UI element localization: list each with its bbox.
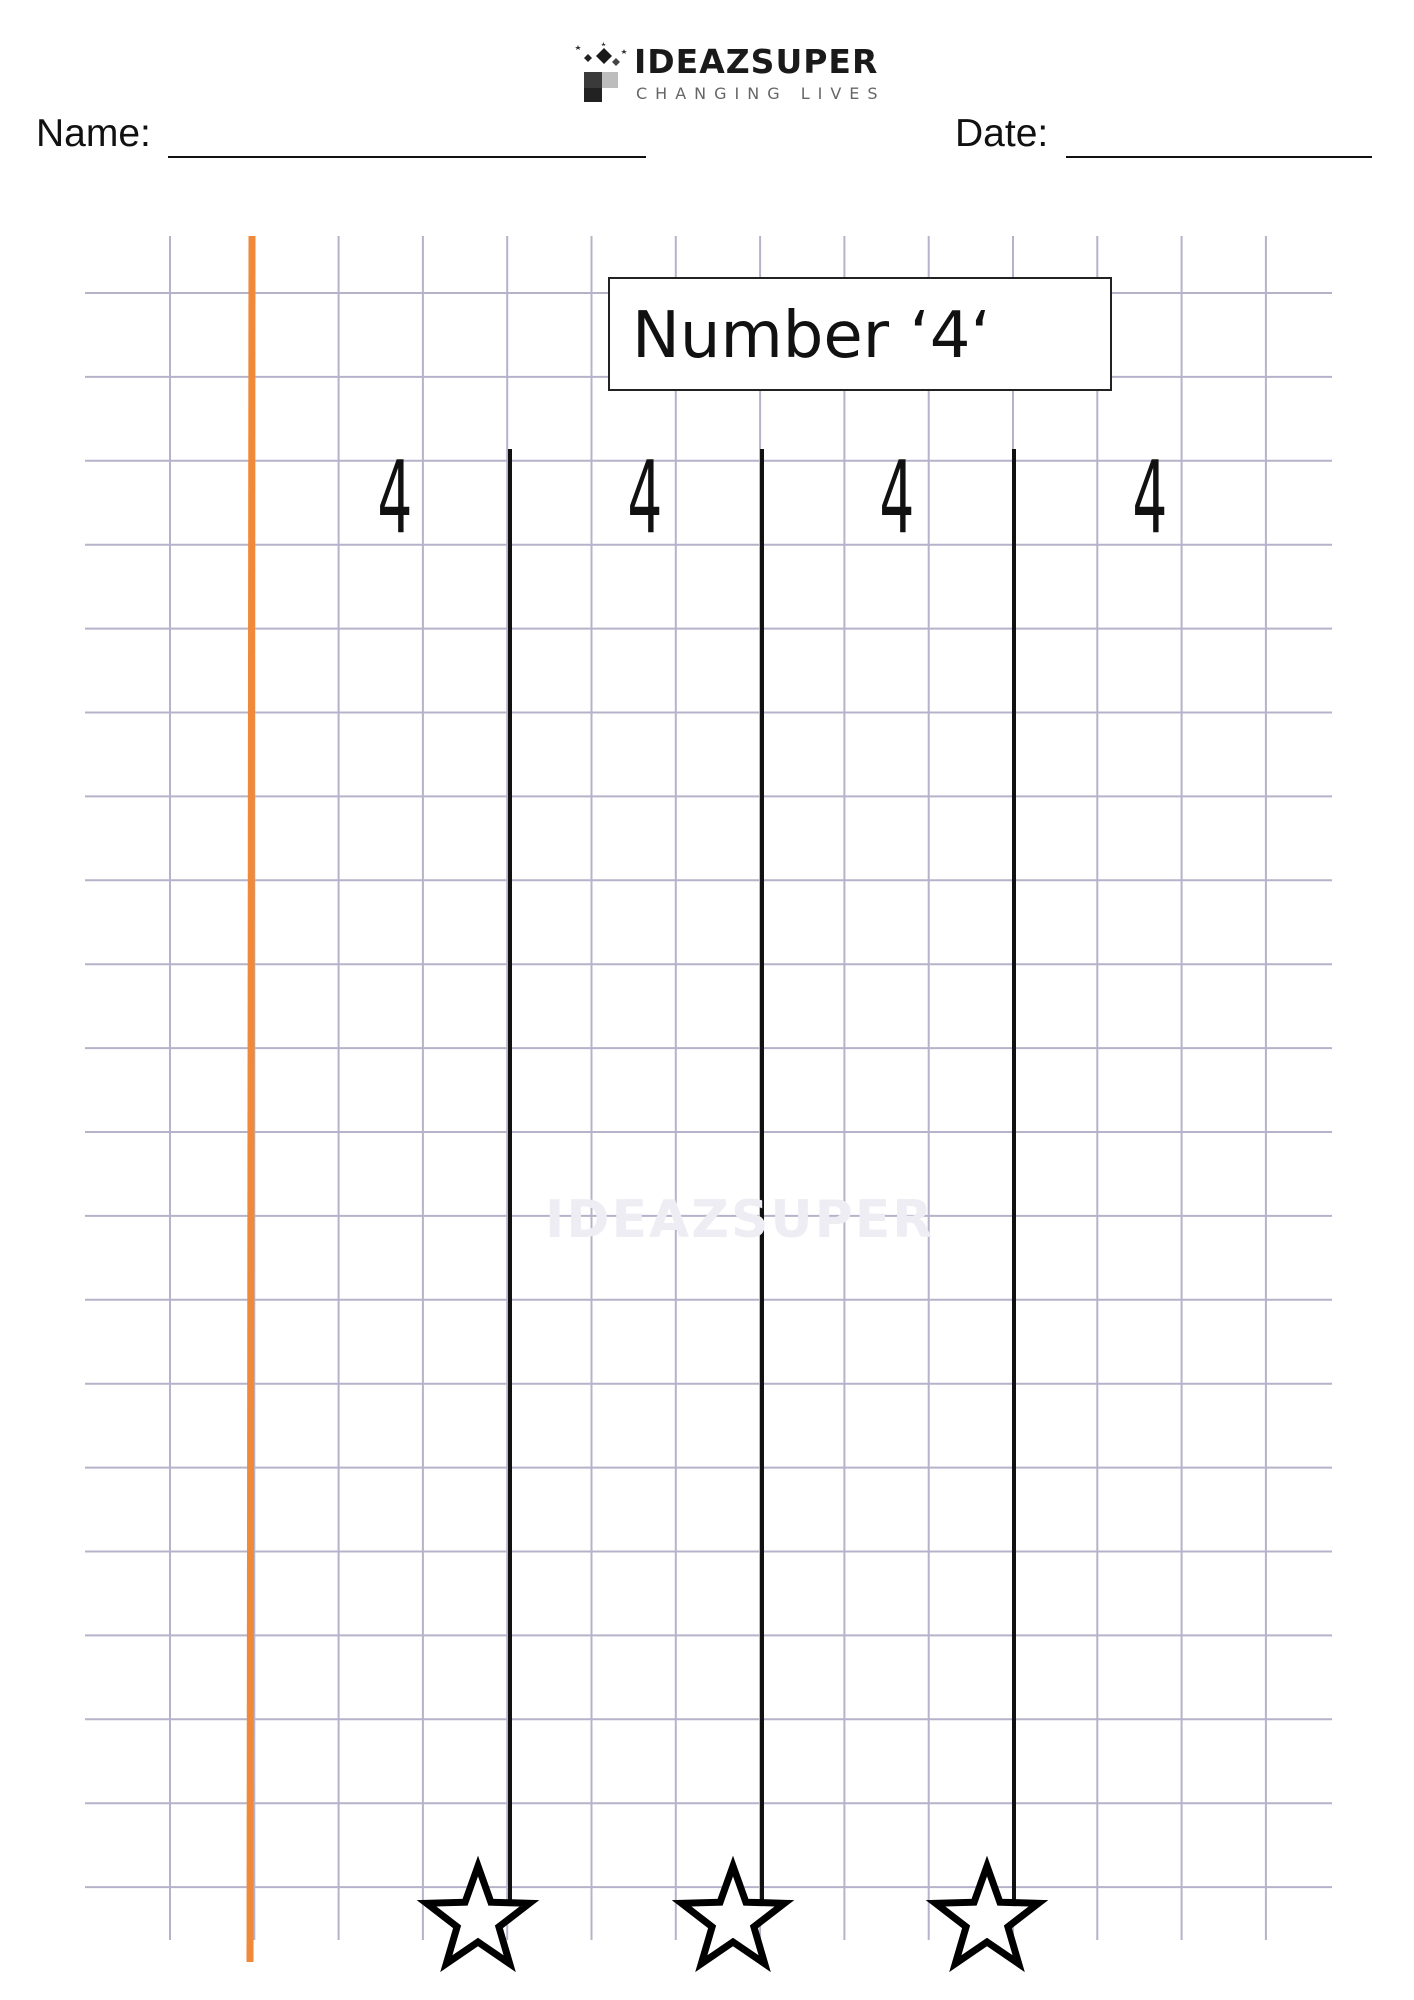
trace-digit: 4 <box>879 439 915 556</box>
star-icon <box>682 1866 785 1964</box>
title-box <box>608 277 1112 391</box>
star-icon <box>936 1866 1039 1964</box>
date-label: Date: <box>955 112 1049 155</box>
watermark: IDEAZSUPER <box>545 1190 935 1250</box>
star-icon <box>427 1866 530 1964</box>
logo-tagline: CHANGING LIVES <box>636 84 886 103</box>
worksheet-title: Number ‘4‘ <box>632 299 991 373</box>
trace-digit: 4 <box>377 439 413 556</box>
name-label: Name: <box>36 112 151 155</box>
margin-line <box>250 236 252 1962</box>
trace-digit: 4 <box>1132 439 1168 556</box>
trace-digit: 4 <box>627 439 663 556</box>
logo-name: IDEAZSUPER <box>634 42 879 81</box>
